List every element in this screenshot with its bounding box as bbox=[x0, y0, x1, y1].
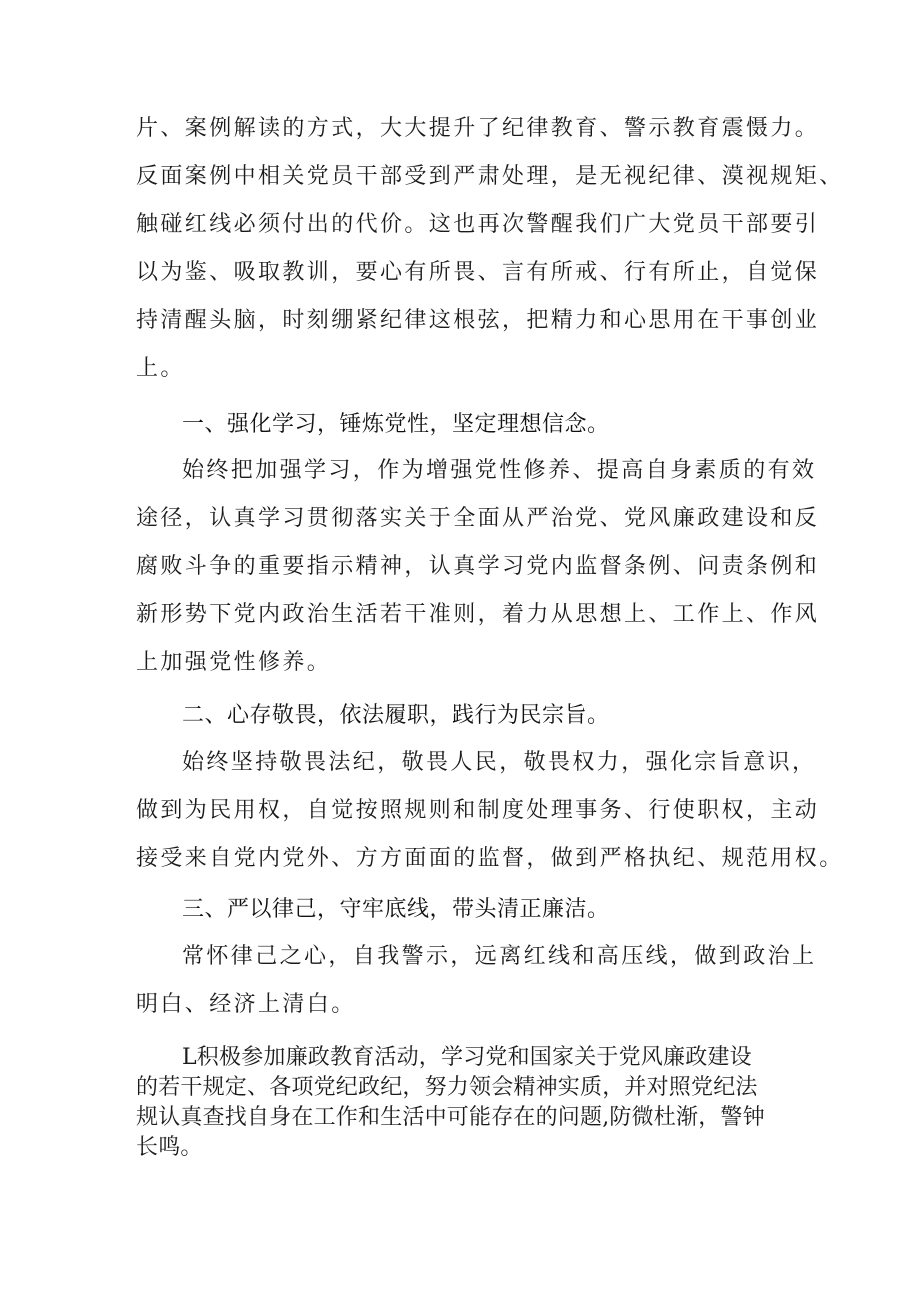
text-line: 持清醒头脑，时刻绷紧纪律这根弦，把精力和心思用在干事创业 bbox=[136, 308, 820, 333]
paragraph-study bbox=[136, 447, 820, 687]
text-line: 长鸣。 bbox=[136, 1135, 203, 1160]
section-heading-2: 二、心存敬畏，依法履职，践行为民宗旨。 bbox=[182, 703, 610, 728]
text-line: 途径，认真学习贯彻落实关于全面从严治党、党风廉政建设和反 bbox=[136, 506, 820, 531]
text-line: 接受来自党内党外、方方面面的监督，做到严格执纪、规范用权。 bbox=[136, 846, 844, 871]
text-line: 新形势下党内政治生活若干准则，着力从思想上、工作上、作风 bbox=[136, 602, 820, 627]
text-line: 触碰红线必须付出的代价。这也再次警醒我们广大党员干部要引 bbox=[136, 212, 820, 237]
paragraph-intro bbox=[136, 105, 844, 393]
text-line: 片、案例解读的方式，大大提升了纪律教育、警示教育震慑力。 bbox=[136, 116, 820, 141]
paragraph-discipline bbox=[136, 933, 817, 1029]
section-heading-1: 一、强化学习，锤炼党性，坚定理想信念。 bbox=[182, 412, 610, 437]
text-line: 始终坚持敬畏法纪，敬畏人民，敬畏权力，强化宗旨意识， bbox=[182, 750, 817, 775]
section-heading-3: 三、严以律己，守牢底线，带头清正廉洁。 bbox=[182, 897, 610, 922]
paragraph-activities bbox=[136, 1043, 796, 1163]
text-line: 的若干规定、各项党纪政纪，努力领会精神实质，并对照党纪法 bbox=[136, 1075, 758, 1100]
text-line: 常怀律己之心，自我警示，远离红线和高压线，做到政治上 bbox=[182, 944, 817, 969]
text-line: 反面案例中相关党员干部受到严肃处理，是无视纪律、漠视规矩、 bbox=[136, 164, 844, 189]
text-line: 上加强党性修养。 bbox=[136, 650, 332, 675]
text-line: 腐败斗争的重要指示精神，认真学习党内监督条例、问责条例和 bbox=[136, 554, 820, 579]
text-line: 明白、经济上清白。 bbox=[136, 992, 356, 1017]
text-line: 规认真查找自身在工作和生活中可能存在的问题,防微杜渐，警钟 bbox=[136, 1105, 765, 1130]
text-line: 以为鉴、吸取教训，要心有所畏、言有所戒、行有所止，自觉保 bbox=[136, 260, 820, 285]
text-line: L积极参加廉政教育活动，学习党和国家关于党风廉政建设 bbox=[182, 1045, 752, 1070]
text-line: 始终把加强学习，作为增强党性修养、提高自身素质的有效 bbox=[182, 458, 817, 483]
text-line: 做到为民用权，自觉按照规则和制度处理事务、行使职权，主动 bbox=[136, 798, 820, 823]
text-line: 上。 bbox=[136, 356, 185, 381]
paragraph-respect bbox=[136, 739, 844, 883]
